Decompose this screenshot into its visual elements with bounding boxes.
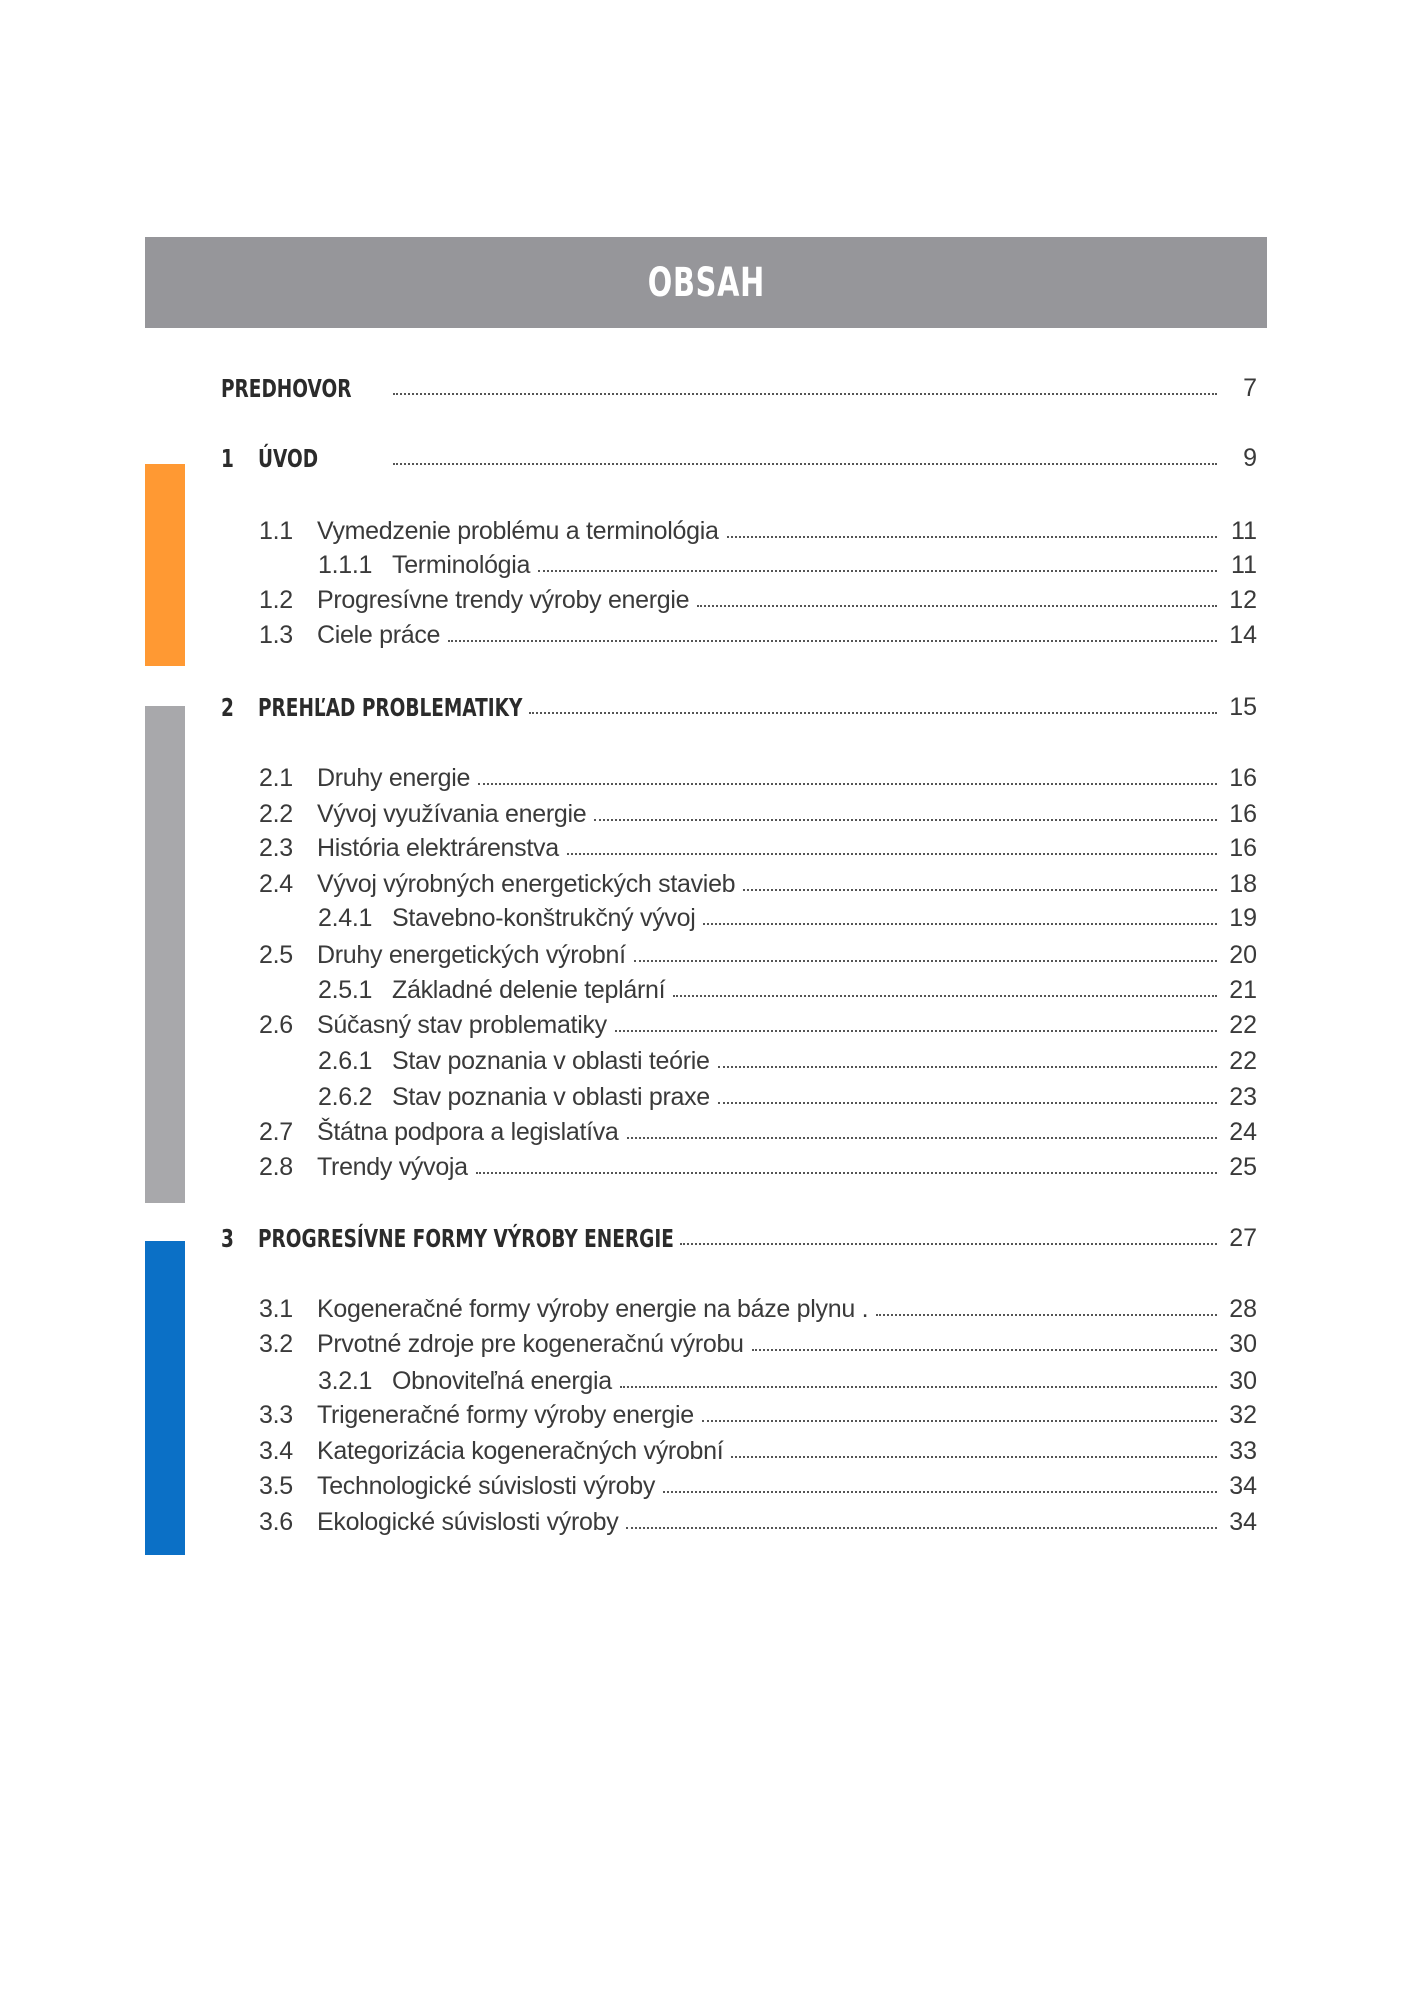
- toc-entry[interactable]: [318, 972, 1257, 1008]
- toc-leader-dots: [627, 1137, 1217, 1139]
- toc-leader-dots: [727, 536, 1217, 538]
- toc-leader-dots: [626, 1527, 1217, 1529]
- toc-entry[interactable]: [259, 760, 1257, 796]
- toc-entry[interactable]: [259, 796, 1257, 832]
- toc-entry-number: 3.1: [259, 1294, 293, 1323]
- toc-entry[interactable]: [318, 900, 1257, 936]
- toc-leader-dots: [703, 923, 1217, 925]
- toc-entry-number: 2.4.1: [318, 903, 373, 932]
- toc-page-number: 19: [1229, 903, 1257, 932]
- toc-leader-dots: [680, 1243, 1217, 1245]
- toc-entry-number: 3.2.1: [318, 1366, 373, 1395]
- toc-entry-label: ÚVOD: [258, 443, 319, 473]
- toc-leader-dots: [529, 712, 1217, 714]
- toc-leader-dots: [448, 640, 1217, 642]
- toc-entry[interactable]: [259, 582, 1257, 618]
- toc-page-number: 22: [1229, 1010, 1257, 1039]
- toc-entry[interactable]: [259, 1007, 1257, 1043]
- toc-page-number: 30: [1229, 1366, 1257, 1395]
- toc-leader-dots: [620, 1386, 1217, 1388]
- toc-entry-label: Stavebno-konštrukčný vývoj: [392, 903, 696, 932]
- toc-entry-label: Trigeneračné formy výroby energie: [317, 1400, 694, 1429]
- toc-page-number: 20: [1229, 940, 1257, 969]
- toc-entry-number: 2.1: [259, 763, 293, 792]
- toc-entry[interactable]: [259, 1504, 1257, 1540]
- toc-entry-label: Stav poznania v oblasti teórie: [392, 1046, 710, 1075]
- toc-entry-number: 2.2: [259, 799, 293, 828]
- toc-entry-label: Druhy energetických výrobní: [317, 940, 626, 969]
- toc-entry-number: 2.6.2: [318, 1082, 373, 1111]
- toc-entry-label: Progresívne trendy výroby energie: [317, 585, 690, 614]
- toc-leader-dots: [663, 1491, 1217, 1493]
- toc-entry-label: Súčasný stav problematiky: [317, 1010, 607, 1039]
- toc-entry[interactable]: [221, 440, 1257, 476]
- toc-entry-label: Ekologické súvislosti výroby: [317, 1507, 619, 1536]
- toc-entry[interactable]: [259, 1397, 1257, 1433]
- toc-entry-number: 1.3: [259, 620, 293, 649]
- toc-leader-dots: [702, 1420, 1217, 1422]
- toc-entry-number: 1.1: [259, 516, 293, 545]
- toc-entry-number: 1.1.1: [318, 550, 373, 579]
- toc-entry-label: Ciele práce: [317, 620, 441, 649]
- toc-page-number: 33: [1229, 1436, 1257, 1465]
- toc-entry[interactable]: [259, 1114, 1257, 1150]
- toc-page-number: 21: [1229, 975, 1257, 1004]
- toc-entry[interactable]: [259, 937, 1257, 973]
- toc-entry-number: 2.6: [259, 1010, 293, 1039]
- toc-entry-label: Trendy vývoja: [317, 1152, 468, 1181]
- toc-leader-dots: [476, 1172, 1217, 1174]
- toc-entry-label: PREDHOVOR: [221, 373, 352, 403]
- toc-entry-number: 1: [221, 443, 234, 473]
- toc-entry[interactable]: [318, 547, 1257, 583]
- toc-entry-number: 2.6.1: [318, 1046, 373, 1075]
- toc-leader-dots: [393, 393, 1217, 395]
- toc-leader-dots: [478, 783, 1217, 785]
- toc-entry-label: Prvotné zdroje pre kogeneračnú výrobu: [317, 1329, 744, 1358]
- toc-entry[interactable]: [318, 1043, 1257, 1079]
- toc-entry[interactable]: [259, 513, 1257, 549]
- toc-entry-number: 3.3: [259, 1400, 293, 1429]
- toc-page-number: 9: [1243, 443, 1257, 472]
- toc-entry[interactable]: [259, 1433, 1257, 1469]
- toc-entry[interactable]: [259, 1468, 1257, 1504]
- toc-page-number: 12: [1229, 585, 1257, 614]
- toc-entry-number: 2.4: [259, 869, 293, 898]
- page-title: OBSAH: [647, 259, 765, 306]
- toc-entry[interactable]: [318, 1079, 1257, 1115]
- toc-page-number: 11: [1231, 516, 1257, 545]
- toc-entry-label: Vývoj využívania energie: [317, 799, 587, 828]
- toc-entry-number: 2.5: [259, 940, 293, 969]
- toc-page-number: 24: [1229, 1117, 1257, 1146]
- toc-leader-dots: [876, 1314, 1217, 1316]
- toc-page-number: 16: [1229, 763, 1257, 792]
- toc-entry[interactable]: [259, 617, 1257, 653]
- toc-entry[interactable]: [259, 866, 1257, 902]
- toc-page-number: 7: [1243, 373, 1257, 402]
- toc-entry[interactable]: [221, 1220, 1257, 1256]
- toc-leader-dots: [743, 889, 1217, 891]
- toc-entry-label: Druhy energie: [317, 763, 471, 792]
- toc-leader-dots: [567, 853, 1217, 855]
- toc-entry-label: PREHĽAD PROBLEMATIKY: [258, 692, 523, 722]
- toc-entry-number: 2: [221, 692, 234, 722]
- toc-leader-dots: [615, 1030, 1217, 1032]
- toc-entry-label: PROGRESÍVNE FORMY VÝROBY ENERGIE: [258, 1223, 674, 1253]
- toc-page-number: 28: [1229, 1294, 1257, 1323]
- toc-leader-dots: [594, 819, 1217, 821]
- toc-page-number: 34: [1229, 1507, 1257, 1536]
- toc-entry-number: 1.2: [259, 585, 293, 614]
- toc-page-number: 22: [1229, 1046, 1257, 1075]
- toc-page-number: 30: [1229, 1329, 1257, 1358]
- toc-entry-number: 3.5: [259, 1471, 293, 1500]
- toc-leader-dots: [731, 1456, 1217, 1458]
- toc-entry-label: Kogeneračné formy výroby energie na báze plynu .: [317, 1294, 869, 1323]
- toc-leader-dots: [752, 1349, 1217, 1351]
- toc-entry-label: Vývoj výrobných energetických stavieb: [317, 869, 736, 898]
- toc-leader-dots: [538, 570, 1217, 572]
- toc-entry[interactable]: [259, 1326, 1257, 1362]
- toc-leader-dots: [634, 960, 1217, 962]
- toc-entry-number: 3.2: [259, 1329, 293, 1358]
- toc-entry-number: 3.6: [259, 1507, 293, 1536]
- toc-entry-label: Základné delenie teplární: [392, 975, 666, 1004]
- toc-entry-number: 3.4: [259, 1436, 293, 1465]
- toc-page-number: 34: [1229, 1471, 1257, 1500]
- toc-entry-number: 3: [221, 1223, 234, 1253]
- toc-entry-label: Štátna podpora a legislatíva: [317, 1117, 619, 1146]
- toc-page-number: 14: [1229, 620, 1257, 649]
- toc-entry-label: Stav poznania v oblasti praxe: [392, 1082, 710, 1111]
- toc-entry[interactable]: [221, 689, 1257, 725]
- toc-leader-dots: [697, 605, 1217, 607]
- toc-page-number: 18: [1229, 869, 1257, 898]
- toc-page-number: 25: [1229, 1152, 1257, 1181]
- toc-page-number: 16: [1229, 833, 1257, 862]
- toc-leader-dots: [718, 1102, 1217, 1104]
- toc-leader-dots: [673, 995, 1217, 997]
- toc-page-number: 32: [1229, 1400, 1257, 1429]
- toc-entry-label: Obnoviteľná energia: [392, 1366, 612, 1395]
- toc-entry-number: 2.7: [259, 1117, 293, 1146]
- toc-entry-label: História elektrárenstva: [317, 833, 559, 862]
- toc-entry-number: 2.3: [259, 833, 293, 862]
- toc-entry-number: 2.8: [259, 1152, 293, 1181]
- toc-entry[interactable]: [259, 1291, 1257, 1327]
- toc-entry[interactable]: [259, 1149, 1257, 1185]
- toc-entry[interactable]: [318, 1363, 1257, 1399]
- toc-entry[interactable]: [259, 830, 1257, 866]
- toc-leader-dots: [718, 1066, 1217, 1068]
- toc-page-number: 15: [1229, 692, 1257, 721]
- toc-page-number: 23: [1229, 1082, 1257, 1111]
- toc-leader-dots: [393, 463, 1217, 465]
- toc-entry-label: Technologické súvislosti výroby: [317, 1471, 656, 1500]
- toc-page-number: 11: [1231, 550, 1257, 579]
- toc-entry-label: Terminológia: [392, 550, 531, 579]
- toc-page-number: 27: [1229, 1223, 1257, 1252]
- toc-page-number: 16: [1229, 799, 1257, 828]
- toc-entry-number: 2.5.1: [318, 975, 373, 1004]
- toc-entry[interactable]: [221, 370, 1257, 406]
- toc-entry-label: Vymedzenie problému a terminológia: [317, 516, 719, 545]
- toc-entry-label: Kategorizácia kogeneračných výrobní: [317, 1436, 724, 1465]
